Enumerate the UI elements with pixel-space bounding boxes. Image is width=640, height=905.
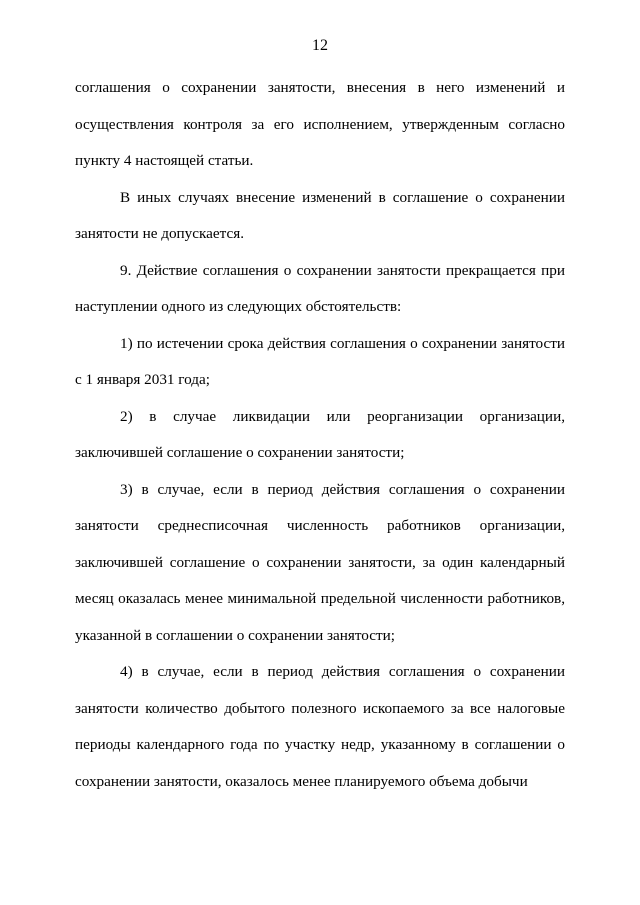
paragraph-item-2: 2) в случае ликвидации или реорганизации организации, заключившей соглашение о сохранении занятости; <box>75 407 565 461</box>
paragraph-amendment-restriction: В иных случаях внесение изменений в соглашение о сохранении занятости не допускается. <box>75 188 565 242</box>
paragraph-item-3: 3) в случае, если в период действия соглашения о сохранении занятости среднесписочная численность работников организации, заключившей соглашение о сохранении занятости, за один календарный месяц оказалась менее минимальной предельной численности работников, указанной в соглашении о сохранении занятости; <box>75 480 565 644</box>
paragraph-item-1: 1) по истечении срока действия соглашения о сохранении занятости с 1 января 2031 года; <box>75 334 565 388</box>
paragraph-clause-9: 9. Действие соглашения о сохранении занятости прекращается при наступлении одного из следующих обстоятельств: <box>75 261 565 315</box>
paragraph-item-4: 4) в случае, если в период действия соглашения о сохранении занятости количество добытого полезного ископаемого за все налоговые периоды календарного года по участку недр, указанному в соглашении о сохранении занятости, оказалось менее планируемого объема добычи <box>75 663 565 790</box>
paragraph-continuation: соглашения о сохранении занятости, внесения в него изменений и осуществления контроля за его исполнением, утвержденным согласно пункту 4 настоящей статьи. <box>75 79 565 169</box>
document-body <box>75 70 565 800</box>
page-number: 12 <box>312 37 328 54</box>
